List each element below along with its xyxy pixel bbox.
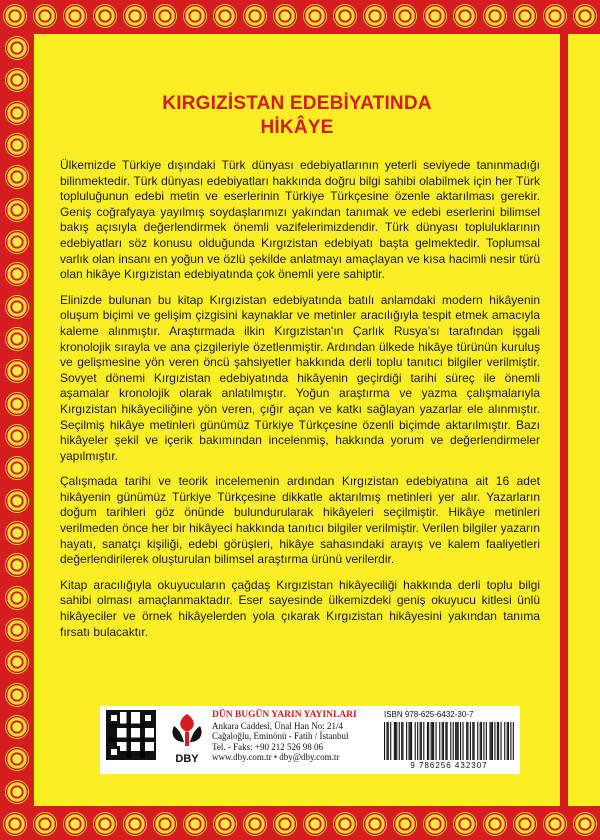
qr-eye-icon — [108, 746, 120, 758]
publisher-name: DÜN BUGÜN YARIN YAYINLARI — [212, 710, 357, 720]
barcode-bar — [481, 722, 482, 760]
ornament-medallion-icon — [454, 813, 476, 835]
ornament-medallion-icon — [6, 199, 28, 221]
title-line-1: KIRGIZİSTAN EDEBİYATINDA — [162, 93, 432, 114]
qr-eye-icon — [108, 712, 120, 724]
barcode-bar — [455, 722, 456, 760]
barcode-bar — [491, 722, 492, 760]
barcode-bar — [508, 722, 509, 760]
paragraph: Elinizde bulunan bu kitap Kırgızistan edebiyatında batılı anlamdaki modern hikâyenin oluşum biçimi ve gelişim çizgisini kaynaklar ve metinler aracılığıyla tespit etmek amacıyla kaleme alınmıştır. Araştırmada ilkin Kırgızistan'ın Çarlık Rusya'sı tarafından işgali kronolojik sırayla ve ana çizgileriyle özetlenmiştir. Ardından ülkede hikâye türünün kuruluş ve gelişmesine yön veren öncü şahsiyetler hakkında derli toplu tanıtıcı bilgiler verilmiştir. Sovyet dönemi Kırgızistan edebiyatında hikâyenin geçirdiği tarihi süreç ile önemli aşamalar kronolojik olarak anlatılmıştır. Yoğun araştırma ve yazma çalışmalarıyla Kırgızistan hikâyeciliğine yön veren, çığır açan ve katkı sağlayan yazarlar ele alınmıştır. Seçilmiş hikâye metinleri günümüz Türkiye Türkçesine özenli biçimde aktarılmıştır. Bazı hikâyeler şekil ve içerik bakımından incelenmiş, hakkında yorum ve değerlendirmeler yapılmıştır. — [60, 292, 540, 463]
ornament-medallion-icon — [6, 134, 28, 156]
barcode-bar — [462, 722, 463, 760]
barcode-bar — [466, 722, 467, 760]
ornament-medallion-icon — [424, 813, 446, 835]
ornament-medallion-icon — [334, 5, 356, 27]
ornament-medallion-icon — [544, 813, 566, 835]
ornament-medallion-icon — [154, 813, 176, 835]
ornament-medallion-icon — [334, 813, 356, 835]
ornament-medallion-icon — [124, 5, 146, 27]
barcode-bar — [399, 722, 400, 760]
ornament-medallion-icon — [6, 457, 28, 479]
barcode-bar — [395, 722, 396, 760]
ornament-medallion-icon — [6, 425, 28, 447]
spine-strip — [568, 34, 600, 806]
ornament-medallion-icon — [364, 5, 386, 27]
barcode-bar — [467, 722, 468, 760]
barcode-bar — [439, 722, 440, 760]
barcode-bar — [510, 722, 511, 760]
ornament-medallion-icon — [4, 5, 26, 27]
ornament-medallion-icon — [154, 5, 176, 27]
ornament-medallion-icon — [94, 813, 116, 835]
ornament-medallion-icon — [124, 813, 146, 835]
ornament-medallion-icon — [6, 69, 28, 91]
paragraph: Ülkemizde Türkiye dışındaki Türk dünyası edebiyatlarının yeterli seviyede tanınmadığı bilinmektedir. Türk dünyası edebiyatları hakkında doğru bilgi sahibi olabilmek için her Türk topluluğunun edebi metin ve eserlerinin Türkiye Türkçesine özenle aktarılması gerekir. Geniş coğrafyaya yayılmış soydaşlarımızı yakından tanımak ve edebi eserlerini bilimsel bakış açısıyla değerlendirmek önemli vazifelerimizdendir. Türk dünyası topluluklarının edebiyatları söz konusu olduğunda Kırgızistan edebiyatı başta gelmektedir. Toplumsal varlık olan insanı en yoğun ve özlü şekilde anlatmayı amaçlayan ve kısa hacimli nesir türü olan hikâye Kırgızistan edebiyatında çok önemli yere sahiptir. — [60, 158, 540, 282]
ornament-medallion-icon — [6, 102, 28, 124]
logo-text: DBY — [175, 753, 199, 765]
barcode-bar — [436, 722, 437, 760]
barcode-bar — [504, 722, 505, 760]
barcode-bar — [394, 722, 395, 760]
barcode-bar — [494, 722, 495, 760]
isbn-label: ISBN 978-625-6432-30-7 — [384, 710, 474, 719]
ornament-medallion-icon — [6, 231, 28, 253]
ornament-medallion-icon — [94, 5, 116, 27]
barcode-bar — [396, 722, 397, 760]
ornament-medallion-icon — [64, 5, 86, 27]
barcode-bar — [420, 722, 421, 760]
barcode-bar — [501, 722, 502, 760]
barcode-bar — [431, 722, 432, 760]
qr-eye-icon — [142, 712, 154, 724]
publisher-web: www.dby.com.tr • dby@dby.com.tr — [212, 752, 340, 762]
ornament-medallion-icon — [34, 813, 56, 835]
barcode-bar — [411, 722, 412, 760]
barcode-bar — [470, 722, 471, 760]
ornament-medallion-icon — [34, 5, 56, 27]
barcode-bar — [443, 722, 444, 760]
ornament-medallion-icon — [484, 5, 506, 27]
publisher-info — [212, 710, 380, 763]
ornament-medallion-icon — [64, 813, 86, 835]
ornament-medallion-icon — [6, 781, 28, 803]
ornament-medallion-icon — [244, 813, 266, 835]
ornament-medallion-icon — [6, 263, 28, 285]
publisher-logo — [168, 712, 206, 768]
ornament-medallion-icon — [6, 328, 28, 350]
barcode-bar — [450, 722, 451, 760]
ornament-medallion-icon — [6, 716, 28, 738]
barcode-bar — [456, 722, 457, 760]
barcode-icon — [384, 722, 514, 760]
ornament-medallion-icon — [364, 813, 386, 835]
ornament-medallion-icon — [274, 813, 296, 835]
ornament-medallion-icon — [6, 522, 28, 544]
ornament-medallion-icon — [6, 490, 28, 512]
barcode-bar — [474, 722, 475, 760]
paragraph: Kitap aracılığıyla okuyucuların çağdaş Kırgızistan hikâyeciliği hakkında derli toplu bilgi sahibi olması amaçlanmaktadır. Eser sayesinde ülkemizdeki geniş okuyucu kitlesi ünlü hikâyeciler ve örnek hikâyelerden yola çıkarak Kırgızistan hikâyesini yakından tanıma fırsatı bulacaktır. — [60, 577, 540, 639]
ornament-medallion-icon — [244, 5, 266, 27]
barcode-bar — [447, 722, 448, 760]
barcode-bar — [458, 722, 459, 760]
barcode-bar — [406, 722, 407, 760]
ornament-medallion-icon — [6, 554, 28, 576]
barcode-bar — [513, 722, 514, 760]
title-line-2: HİKÂYE — [260, 117, 334, 138]
ornament-medallion-icon — [6, 296, 28, 318]
barcode-bar — [384, 722, 385, 760]
ornament-medallion-icon — [574, 5, 596, 27]
ornament-medallion-icon — [274, 5, 296, 27]
ornament-medallion-icon — [214, 813, 236, 835]
ornament-medallion-icon — [6, 37, 28, 59]
publisher-address-line-2: Cağaloğlu, Eminönü - Fatih / İstanbul — [212, 731, 349, 741]
barcode-bar — [477, 722, 478, 760]
barcode-bar — [492, 722, 493, 760]
barcode-bar — [428, 722, 429, 760]
ornament-medallion-icon — [394, 813, 416, 835]
barcode-bar — [410, 722, 411, 760]
barcode-bar — [423, 722, 424, 760]
ornament-medallion-icon — [454, 5, 476, 27]
barcode-bar — [386, 722, 387, 760]
barcode-bar — [442, 722, 443, 760]
ornament-medallion-icon — [6, 166, 28, 188]
qr-code-icon — [106, 710, 156, 760]
ornament-medallion-icon — [4, 813, 26, 835]
ornament-medallion-icon — [424, 5, 446, 27]
barcode-bar — [388, 722, 389, 760]
barcode-bar — [489, 722, 490, 760]
barcode-bar — [445, 722, 446, 760]
publisher-address-line-1: Ankara Caddesi, Ünal Han No: 21/4 — [212, 720, 343, 731]
ornament-medallion-icon — [304, 5, 326, 27]
bottom-ornament-border — [0, 808, 600, 840]
ornament-medallion-icon — [394, 5, 416, 27]
barcode-bar — [453, 722, 454, 760]
barcode-bar — [486, 722, 487, 760]
barcode-bar — [507, 722, 508, 760]
ornament-medallion-icon — [544, 5, 566, 27]
ornament-medallion-icon — [6, 748, 28, 770]
ornament-medallion-icon — [6, 360, 28, 382]
ornament-medallion-icon — [6, 651, 28, 673]
ornament-medallion-icon — [6, 684, 28, 706]
ornament-medallion-icon — [184, 5, 206, 27]
barcode-bar — [402, 722, 403, 760]
ornament-medallion-icon — [574, 813, 596, 835]
book-title — [34, 92, 560, 140]
barcode-bar — [433, 722, 434, 760]
barcode-bar — [432, 722, 433, 760]
barcode-bar — [460, 722, 461, 760]
barcode-bar — [401, 722, 402, 760]
barcode-bar — [427, 722, 428, 760]
ornament-medallion-icon — [484, 813, 506, 835]
barcode-bar — [497, 722, 498, 760]
barcode-bar — [390, 722, 391, 760]
publisher-phone: Tel. - Faks: +90 212 526 98 06 — [212, 741, 323, 752]
ornament-medallion-icon — [214, 5, 236, 27]
barcode-bar — [415, 722, 416, 760]
top-ornament-border — [0, 0, 600, 32]
barcode-number: 9 786256 432307 — [410, 761, 488, 770]
barcode-bar — [480, 722, 481, 760]
left-ornament-border — [1, 32, 33, 808]
paragraph: Çalışmada tarihi ve teorik incelemenin ardından Kırgızistan edebiyatına ait 16 adet hikâyenin günümüz Türkiye Türkçesine dikkatle aktarılmış metinleri yer alır. Yazarların doğum tarihleri göz önünde bulundurularak hikâyeleri seçilmiştir. Hikâye metinleri verilmeden önce her bir hikâyeci hakkında tanıtıcı bilgiler verilmiştir. Verilen bilgiler yazarın hayatı, sanatçı kişiliği, edebi görüşleri, hikâye sahasındaki arayış ve kalem faaliyetleri değerlendirilerek oluşturulan bilimsel araştırma ürünü verilerdir. — [60, 474, 540, 567]
barcode-bar — [498, 722, 499, 760]
barcode-bar — [421, 722, 422, 760]
ornament-medallion-icon — [304, 813, 326, 835]
ornament-medallion-icon — [184, 813, 206, 835]
back-cover-text — [60, 158, 540, 650]
barcode-bar — [409, 722, 410, 760]
barcode-bar — [417, 722, 418, 760]
barcode-bar — [472, 722, 473, 760]
barcode-bar — [483, 722, 484, 760]
ornament-medallion-icon — [514, 5, 536, 27]
ornament-medallion-icon — [6, 393, 28, 415]
ornament-medallion-icon — [514, 813, 536, 835]
ornament-medallion-icon — [6, 619, 28, 641]
ornament-medallion-icon — [6, 587, 28, 609]
